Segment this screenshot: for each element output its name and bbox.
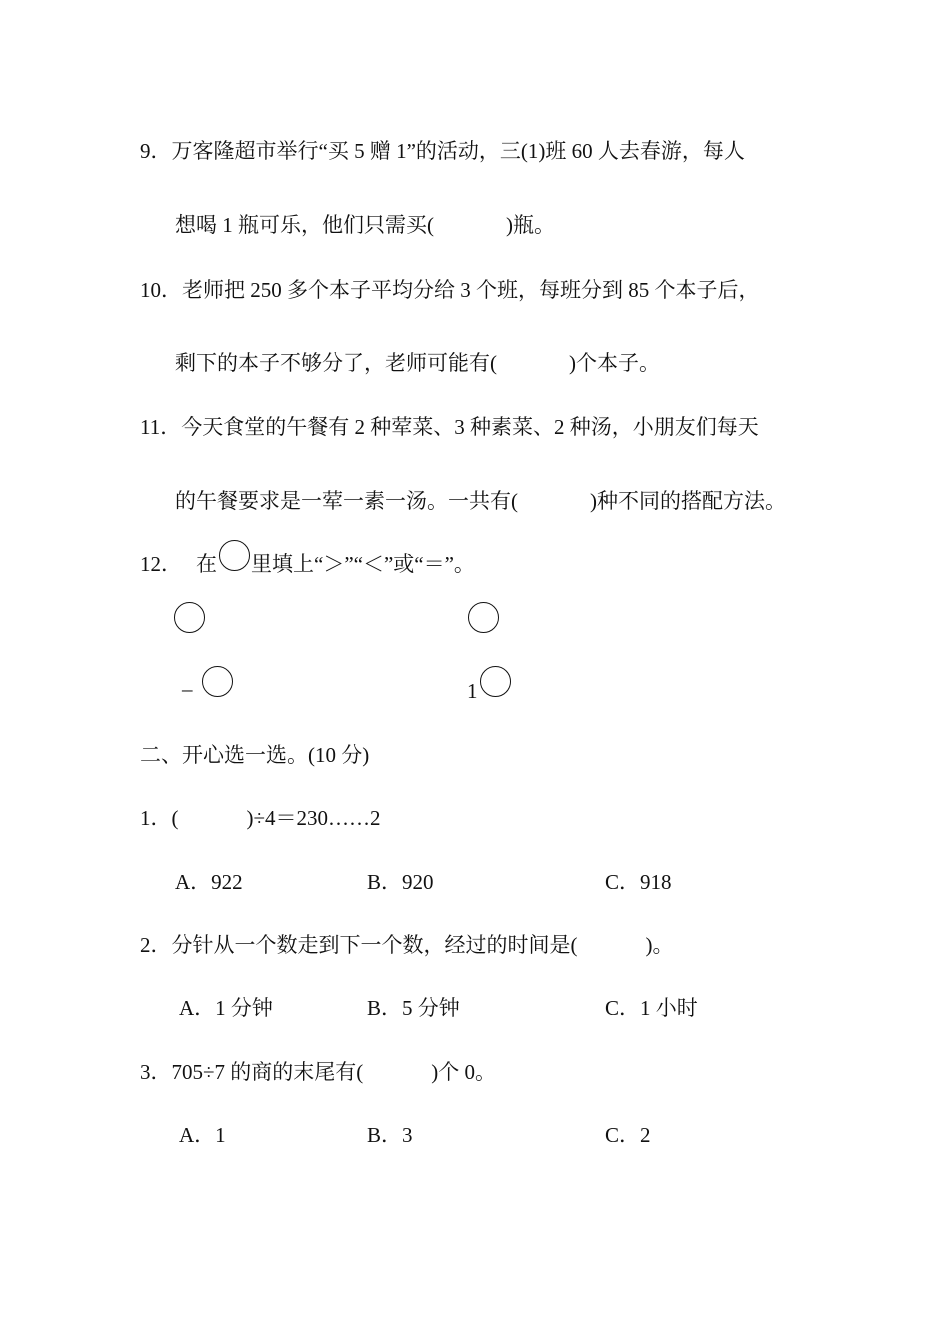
q12-prefix: 在 xyxy=(196,552,217,576)
choice-q3-suffix: )个 0。 xyxy=(431,1060,497,1084)
q10-line2-suffix: )个本子。 xyxy=(569,351,660,375)
compare-circle-2[interactable] xyxy=(468,602,499,633)
q12-instruction-circle xyxy=(219,540,250,571)
choice-q3-option-c[interactable]: C．2 xyxy=(605,1123,651,1147)
q12-instruction: 里填上“＞”“＜”或“＝”。 xyxy=(251,552,475,576)
choice-q1-suffix: )÷4＝230……2 xyxy=(246,806,381,830)
choice-q3-text: 3．705÷7 的商的末尾有( xyxy=(140,1060,364,1084)
choice-q2-option-a[interactable]: A．1 分钟 xyxy=(179,996,273,1020)
q9-line1: 9．万客隆超市举行“买 5 赠 1”的活动，三(1)班 60 人去春游，每人 xyxy=(140,139,745,163)
choice-q1-option-c[interactable]: C．918 xyxy=(605,870,672,894)
compare-circle-4[interactable] xyxy=(480,666,511,697)
q9-line2 xyxy=(175,212,555,238)
q9-line2-suffix: )瓶。 xyxy=(506,213,555,237)
choice-q1-option-a[interactable]: A．922 xyxy=(175,870,243,894)
choice-q2-text: 2．分针从一个数走到下一个数，经过的时间是( xyxy=(140,933,578,957)
q12-number: 12． xyxy=(140,552,182,576)
choice-q1-option-b[interactable]: B．920 xyxy=(367,870,434,894)
choice-q2-option-c[interactable]: C．1 小时 xyxy=(605,996,698,1020)
q11-line2-suffix: )种不同的搭配方法。 xyxy=(590,489,786,513)
compare-number-one: 1 xyxy=(467,679,478,703)
q10-line1: 10．老师把 250 多个本子平均分给 3 个班，每班分到 85 个本子后， xyxy=(140,278,760,302)
section-2-title: 二、开心选一选。(10 分) xyxy=(140,743,370,767)
q11-line2-text: 的午餐要求是一荤一素一汤。一共有( xyxy=(175,489,518,513)
compare-minus-sign: – xyxy=(182,677,193,701)
choice-q2-suffix: )。 xyxy=(645,933,674,957)
q10-line2-text: 剩下的本子不够分了，老师可能有( xyxy=(175,351,497,375)
choice-q3-option-b[interactable]: B．3 xyxy=(367,1123,413,1147)
compare-circle-1[interactable] xyxy=(174,602,205,633)
choice-q2-stem xyxy=(140,932,674,958)
q11-line2 xyxy=(175,488,786,514)
choice-q3-option-a[interactable]: A．1 xyxy=(179,1123,226,1147)
choice-q1-stem xyxy=(140,805,381,831)
compare-circle-3[interactable] xyxy=(202,666,233,697)
choice-q3-stem xyxy=(140,1059,496,1085)
q10-line2 xyxy=(175,350,660,376)
choice-q2-option-b[interactable]: B．5 分钟 xyxy=(367,996,460,1020)
choice-q1-text: 1．( xyxy=(140,806,179,830)
q11-line1: 11．今天食堂的午餐有 2 种荤菜、3 种素菜、2 种汤，小朋友们每天 xyxy=(140,415,759,439)
q9-line2-text: 想喝 1 瓶可乐，他们只需买( xyxy=(175,213,434,237)
